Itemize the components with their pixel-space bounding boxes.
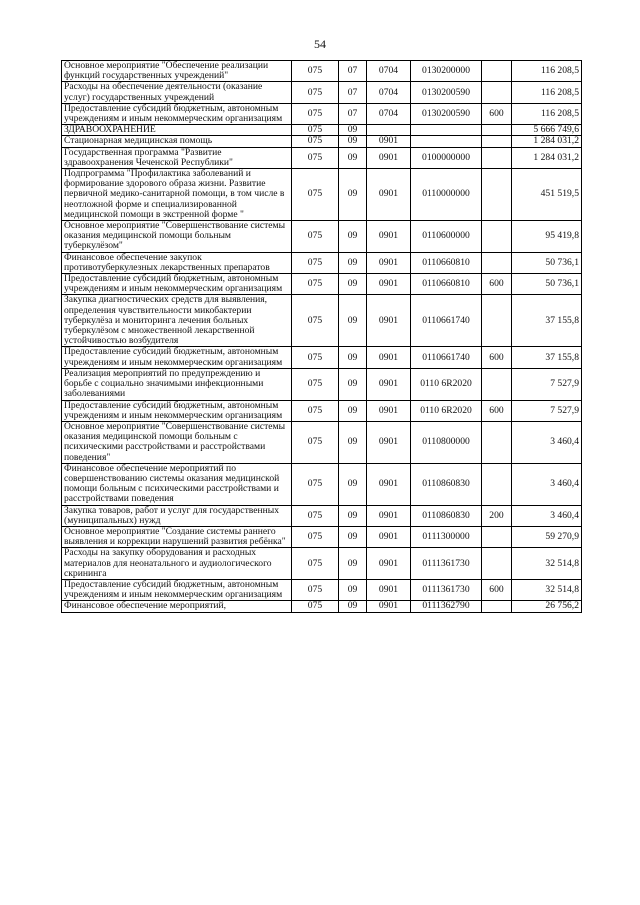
table-row: [62, 61, 582, 82]
row-amount: 3 460,4: [512, 505, 582, 526]
row-section: 09: [339, 548, 367, 580]
row-target: 0130200590: [411, 103, 482, 124]
row-target: 0111361730: [411, 579, 482, 600]
row-amount: 95 419,8: [512, 221, 582, 253]
row-name: Предоставление субсидий бюджетным, автономным учреждениям и иным некоммерческим организациям: [62, 103, 292, 124]
row-ministry: 075: [292, 103, 339, 124]
row-ministry: 075: [292, 82, 339, 103]
table-row: [62, 601, 582, 612]
row-target: 0130200590: [411, 82, 482, 103]
row-vr: [482, 463, 512, 505]
row-name: Предоставление субсидий бюджетным, автономным учреждениям и иным некоммерческим организациям: [62, 400, 292, 421]
row-subsection: 0901: [367, 221, 411, 253]
row-vr: [482, 82, 512, 103]
row-vr: 600: [482, 579, 512, 600]
row-target: 0110661740: [411, 295, 482, 347]
row-amount: 5 666 749,6: [512, 125, 582, 136]
row-name: Финансовое обеспечение мероприятий по совершенствованию системы оказания медицинской помощи больным с психическими расстройствами и расстройствами поведения: [62, 463, 292, 505]
row-target: 0110 6R2020: [411, 368, 482, 400]
row-section: 09: [339, 125, 367, 136]
row-amount: 451 519,5: [512, 169, 582, 221]
row-subsection: 0901: [367, 169, 411, 221]
row-name: Закупка диагностических средств для выявления, определения чувствительности микобактерии туберкулёза и мониторинга лечения больных туберкулёзом с множественной лекарственной устойчивостью возбудителя: [62, 295, 292, 347]
row-amount: 26 756,2: [512, 601, 582, 612]
row-target: 0110000000: [411, 169, 482, 221]
row-subsection: 0901: [367, 505, 411, 526]
row-ministry: 075: [292, 579, 339, 600]
row-amount: 7 527,9: [512, 368, 582, 400]
row-ministry: 075: [292, 221, 339, 253]
row-target: 0111361730: [411, 548, 482, 580]
row-subsection: 0901: [367, 136, 411, 147]
row-name: Стационарная медицинская помощь: [62, 136, 292, 147]
row-section: 09: [339, 274, 367, 295]
row-vr: [482, 601, 512, 612]
row-section: 09: [339, 368, 367, 400]
row-ministry: 075: [292, 463, 339, 505]
row-target: 0111300000: [411, 526, 482, 547]
row-ministry: 075: [292, 601, 339, 612]
table-row: [62, 169, 582, 221]
row-ministry: 075: [292, 274, 339, 295]
row-name: Предоставление субсидий бюджетным, автономным учреждениям и иным некоммерческим организациям: [62, 579, 292, 600]
row-amount: 37 155,8: [512, 295, 582, 347]
table-row: [62, 505, 582, 526]
row-vr: [482, 61, 512, 82]
row-subsection: 0704: [367, 61, 411, 82]
row-name: Предоставление субсидий бюджетным, автономным учреждениям и иным некоммерческим организациям: [62, 274, 292, 295]
row-section: 09: [339, 526, 367, 547]
row-section: 09: [339, 295, 367, 347]
row-subsection: 0901: [367, 579, 411, 600]
row-target: [411, 136, 482, 147]
row-section: 07: [339, 82, 367, 103]
row-name: Финансовое обеспечение мероприятий,: [62, 601, 292, 612]
row-ministry: 075: [292, 548, 339, 580]
row-subsection: 0901: [367, 252, 411, 273]
row-section: 09: [339, 421, 367, 463]
table-row: [62, 526, 582, 547]
row-ministry: 075: [292, 169, 339, 221]
row-target: 0111362790: [411, 601, 482, 612]
row-amount: 3 460,4: [512, 421, 582, 463]
row-name: ЗДРАВООХРАНЕНИЕ: [62, 125, 292, 136]
table-row: [62, 125, 582, 136]
row-vr: 600: [482, 400, 512, 421]
table-row: [62, 400, 582, 421]
row-amount: 50 736,1: [512, 252, 582, 273]
row-section: 09: [339, 169, 367, 221]
row-subsection: 0901: [367, 526, 411, 547]
row-vr: [482, 368, 512, 400]
row-ministry: 075: [292, 421, 339, 463]
row-name: Закупка товаров, работ и услуг для государственных (муниципальных) нужд: [62, 505, 292, 526]
table-row: [62, 274, 582, 295]
table-row: [62, 421, 582, 463]
row-amount: 1 284 031,2: [512, 147, 582, 168]
row-section: 07: [339, 61, 367, 82]
table-row: [62, 548, 582, 580]
row-subsection: 0704: [367, 82, 411, 103]
table-row: [62, 347, 582, 368]
row-vr: [482, 221, 512, 253]
row-amount: 116 208,5: [512, 61, 582, 82]
row-name: Государственная программа "Развитие здравоохранения Чеченской Республики": [62, 147, 292, 168]
table-row: [62, 103, 582, 124]
row-amount: 116 208,5: [512, 103, 582, 124]
row-section: 09: [339, 147, 367, 168]
table-row: [62, 136, 582, 147]
row-amount: 50 736,1: [512, 274, 582, 295]
row-ministry: 075: [292, 505, 339, 526]
row-name: Основное мероприятие "Обеспечение реализации функций государственных учреждений": [62, 61, 292, 82]
row-target: [411, 125, 482, 136]
row-target: 0110860830: [411, 505, 482, 526]
table-row: [62, 221, 582, 253]
row-subsection: 0901: [367, 421, 411, 463]
row-section: 09: [339, 579, 367, 600]
row-name: Расходы на обеспечение деятельности (оказание услуг) государственных учреждений: [62, 82, 292, 103]
row-name: Подпрограмма "Профилактика заболеваний и формирование здорового образа жизни. Развитие первичной медико-санитарной помощи, в том числе в неотложной форме и специализированной медицинской помощи в экстренной форме ": [62, 169, 292, 221]
row-vr: [482, 421, 512, 463]
row-vr: [482, 526, 512, 547]
row-section: 09: [339, 347, 367, 368]
row-subsection: 0901: [367, 368, 411, 400]
row-subsection: 0901: [367, 463, 411, 505]
row-ministry: 075: [292, 400, 339, 421]
row-ministry: 075: [292, 252, 339, 273]
row-amount: 116 208,5: [512, 82, 582, 103]
row-subsection: 0901: [367, 601, 411, 612]
table-row: [62, 147, 582, 168]
row-name: Финансовое обеспечение закупок противотуберкулезных лекарственных препаратов: [62, 252, 292, 273]
row-ministry: 075: [292, 526, 339, 547]
row-subsection: [367, 125, 411, 136]
row-name: Расходы на закупку оборудования и расходных материалов для неонатального и аудиологического скрининга: [62, 548, 292, 580]
table-row: [62, 252, 582, 273]
row-subsection: 0901: [367, 400, 411, 421]
row-ministry: 075: [292, 368, 339, 400]
row-target: 0110 6R2020: [411, 400, 482, 421]
table-row: [62, 295, 582, 347]
row-subsection: 0901: [367, 548, 411, 580]
row-section: 09: [339, 601, 367, 612]
row-target: 0100000000: [411, 147, 482, 168]
row-section: 09: [339, 463, 367, 505]
row-name: Основное мероприятие "Создание системы раннего выявления и коррекции нарушений развития ребёнка": [62, 526, 292, 547]
row-subsection: 0901: [367, 147, 411, 168]
row-ministry: 075: [292, 61, 339, 82]
row-name: Реализация мероприятий по предупреждению и борьбе с социально значимыми инфекционными заболеваниями: [62, 368, 292, 400]
table-row: [62, 579, 582, 600]
row-target: 0110661740: [411, 347, 482, 368]
row-amount: 32 514,8: [512, 548, 582, 580]
row-section: 09: [339, 505, 367, 526]
row-subsection: 0704: [367, 103, 411, 124]
row-vr: 600: [482, 347, 512, 368]
row-vr: 600: [482, 274, 512, 295]
row-vr: [482, 548, 512, 580]
row-ministry: 075: [292, 347, 339, 368]
row-target: 0130200000: [411, 61, 482, 82]
table-row: [62, 82, 582, 103]
table-row: [62, 368, 582, 400]
row-name: Основное мероприятие "Совершенствование системы оказания медицинской помощи больным туберкулёзом": [62, 221, 292, 253]
row-name: Предоставление субсидий бюджетным, автономным учреждениям и иным некоммерческим организациям: [62, 347, 292, 368]
row-target: 0110660810: [411, 252, 482, 273]
row-section: 07: [339, 103, 367, 124]
row-section: 09: [339, 136, 367, 147]
row-vr: [482, 169, 512, 221]
row-vr: 200: [482, 505, 512, 526]
row-ministry: 075: [292, 295, 339, 347]
row-ministry: 075: [292, 136, 339, 147]
page-number: 54: [314, 37, 326, 51]
row-section: 09: [339, 400, 367, 421]
row-subsection: 0901: [367, 274, 411, 295]
row-target: 0110660810: [411, 274, 482, 295]
row-target: 0110600000: [411, 221, 482, 253]
row-target: 0110860830: [411, 463, 482, 505]
table-row: [62, 463, 582, 505]
row-vr: [482, 147, 512, 168]
row-amount: 1 284 031,2: [512, 136, 582, 147]
row-amount: 32 514,8: [512, 579, 582, 600]
row-ministry: 075: [292, 125, 339, 136]
row-amount: 7 527,9: [512, 400, 582, 421]
row-amount: 59 270,9: [512, 526, 582, 547]
row-vr: 600: [482, 103, 512, 124]
row-vr: [482, 136, 512, 147]
row-section: 09: [339, 252, 367, 273]
row-ministry: 075: [292, 147, 339, 168]
row-subsection: 0901: [367, 295, 411, 347]
row-target: 0110800000: [411, 421, 482, 463]
row-name: Основное мероприятие "Совершенствование системы оказания медицинской помощи больным с психическими расстройствами и расстройствами поведения": [62, 421, 292, 463]
row-section: 09: [339, 221, 367, 253]
row-vr: [482, 125, 512, 136]
budget-table: [61, 60, 582, 613]
row-vr: [482, 295, 512, 347]
row-amount: 37 155,8: [512, 347, 582, 368]
row-subsection: 0901: [367, 347, 411, 368]
row-amount: 3 460,4: [512, 463, 582, 505]
row-vr: [482, 252, 512, 273]
